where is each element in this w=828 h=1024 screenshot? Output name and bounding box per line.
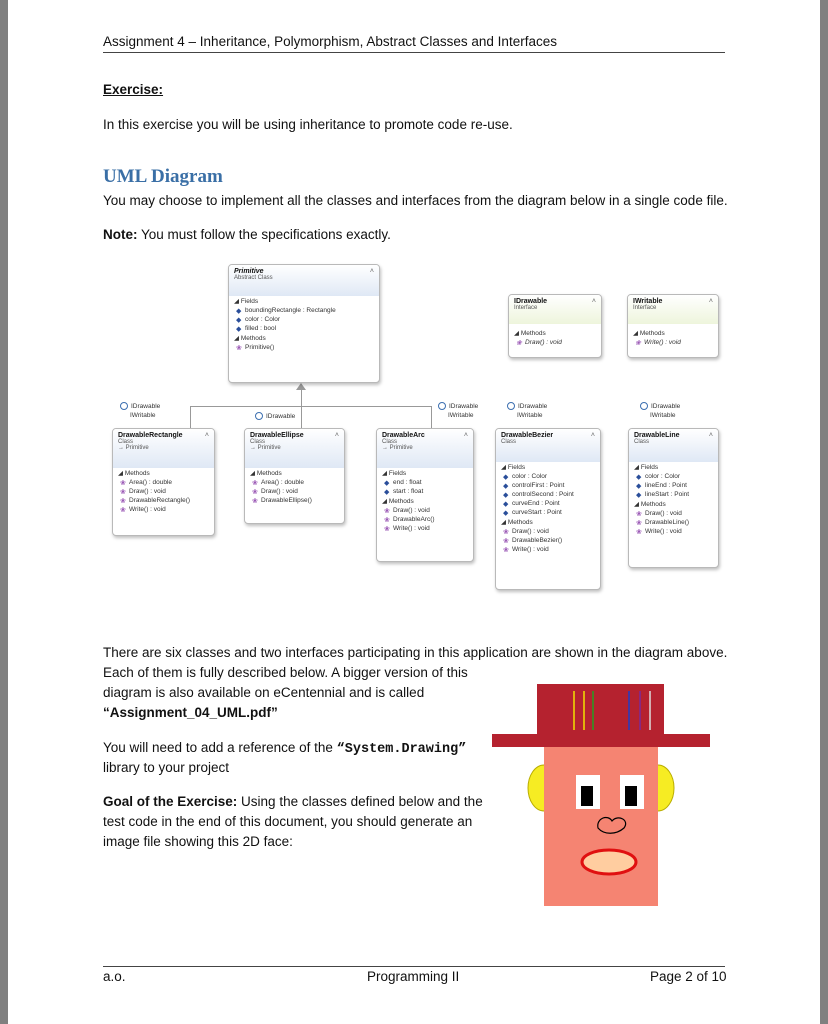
method-icon: ❀ [120,480,126,487]
document-page [8,0,820,1024]
goal-line1 [103,792,483,812]
bezier-method: ❀ Draw() : void [503,528,549,536]
ellipse-methods-label: ◢ Methods [250,470,282,477]
para1-line2: Each of them is fully described below. A bigger version of this [103,665,468,680]
interface-lollipop-icon [255,412,263,420]
rect-interfaces: IDrawable IWritable [120,402,160,420]
para2-line2: library to your project [103,760,230,775]
line-field: ◆ lineStart : Point [636,491,690,499]
inheritance-bar [190,406,432,407]
collapse-icon[interactable]: ˄ [463,432,468,439]
field-icon: ◆ [636,483,642,490]
arc-name: DrawableArc [382,432,425,439]
inheritance-arrow [296,383,306,390]
method-icon: ❀ [252,489,258,496]
rect-name: DrawableRectangle [118,432,183,439]
rect-methods-label: ◢ Methods [118,470,150,477]
field-icon: ◆ [236,326,242,333]
hat-top [537,684,664,735]
method-icon: ❀ [120,498,126,505]
field-icon: ◆ [236,317,242,324]
footer-center: Programming II [367,969,460,984]
iwritable-kind: Interface [633,305,657,311]
field-icon: ◆ [503,474,509,481]
method-icon: ❀ [636,529,642,536]
field-icon: ◆ [384,480,390,487]
method-icon: ❀ [384,508,390,515]
arc-fields-label: ◢ Fields [382,470,407,477]
footer-page-number: Page 2 of 10 [650,969,727,984]
rectangle-class-box [112,428,215,536]
interface-lollipop-icon [640,402,648,410]
bezier-fields-label: ◢ Fields [501,464,526,471]
arc-interfaces: IDrawable IWritable [438,402,478,420]
interface-lollipop-icon [438,402,446,410]
system-drawing-lib: “System.Drawing” [336,742,467,757]
bezier-methods-label: ◢ Methods [501,519,533,526]
line-method: ❀ Draw() : void [636,510,682,518]
method-icon: ❀ [384,526,390,533]
field-icon: ◆ [236,308,242,315]
line-field: ◆ color : Color [636,473,681,481]
ellipse-base: → Primitive [250,445,281,451]
field-icon: ◆ [503,483,509,490]
goal-label: Goal of the Exercise: [103,794,238,809]
bezier-class-box [495,428,601,590]
method-icon: ❀ [503,529,509,536]
method-icon: ❀ [636,520,642,527]
mouth [582,850,636,874]
para2-text: You will need to add a reference of the [103,740,337,755]
arc-base: → Primitive [382,445,413,451]
face-drawing [484,678,720,914]
uml-file-name: “Assignment_04_UML.pdf” [103,705,278,720]
method-icon: ❀ [120,507,126,514]
collapse-icon[interactable]: ˄ [708,432,713,439]
method-icon: ❀ [503,547,509,554]
goal-text: Using the classes defined below and the [237,794,483,809]
idrawable-header [509,295,601,324]
method-icon: ❀ [516,340,522,347]
rect-base: → Primitive [118,445,149,451]
idrawable-kind: Interface [514,305,538,311]
footer-left: a.o. [103,969,126,984]
footer-rule [103,966,725,967]
uml-heading: UML Diagram [103,166,223,187]
bezier-field: ◆ controlSecond : Point [503,491,574,499]
arc-kind: Class [382,439,398,445]
left-pupil [581,786,593,806]
line-kind: Class [634,439,650,445]
iwritable-header [628,295,718,324]
method-icon: ❀ [120,489,126,496]
ellipse-header [245,429,344,468]
exercise-intro: In this exercise you will be using inheritance to promote code re-use. [103,117,513,132]
bezier-header [496,429,600,462]
note-text: You must follow the specifications exactly. [137,227,391,242]
iwritable-method: ❀ Write() : void [635,339,681,347]
para1-line3: diagram is also available on eCentennial and is called [103,685,425,700]
iwritable-interface-box [627,294,719,358]
line-method: ❀ Write() : void [636,528,682,536]
arc-method: ❀ Draw() : void [384,507,430,515]
arc-field: ◆ start : float [384,488,424,496]
ellipse-interfaces: IDrawable [255,412,295,421]
bezier-interfaces: IDrawable IWritable [507,402,547,420]
primitive-field: ◆ filled : bool [236,325,277,333]
collapse-icon[interactable]: ˄ [708,298,713,305]
bezier-field: ◆ color : Color [503,473,548,481]
arc-field: ◆ end : float [384,479,422,487]
rect-connector [190,406,191,430]
rect-method: ❀ Write() : void [120,506,166,514]
field-icon: ◆ [636,474,642,481]
method-icon: ❀ [636,511,642,518]
header-title: Assignment 4 – Inheritance, Polymorphism, Abstract Classes and Interfaces [103,34,557,49]
bezier-field: ◆ curveEnd : Point [503,500,560,508]
bezier-field: ◆ curveStart : Point [503,509,562,517]
line-methods-label: ◢ Methods [634,501,666,508]
ellipse-method: ❀ Area() : double [252,479,304,487]
field-icon: ◆ [384,489,390,496]
line-field: ◆ lineEnd : Point [636,482,687,490]
arc-method: ❀ Write() : void [384,525,430,533]
primitive-field: ◆ color : Color [236,316,281,324]
bezier-method: ❀ Write() : void [503,546,549,554]
goal-line2: test code in the end of this document, you should generate an [103,814,473,829]
primitive-field: ◆ boundingRectangle : Rectangle [236,307,336,315]
idrawable-name: IDrawable [514,298,548,305]
collapse-icon[interactable]: ˄ [204,432,209,439]
para1-line1: There are six classes and two interfaces participating in this application are shown in the diagram above. [103,645,728,660]
method-icon: ❀ [503,538,509,545]
line-class-box [628,428,719,568]
ellipse-method: ❀ Draw() : void [252,488,298,496]
collapse-icon[interactable]: ˄ [590,432,595,439]
bezier-method: ❀ DrawableBezier() [503,537,563,545]
line-fields-label: ◢ Fields [634,464,659,471]
collapse-icon[interactable]: ˄ [369,268,374,275]
ellipse-kind: Class [250,439,266,445]
iwritable-name: IWritable [633,298,663,305]
rect-header [113,429,214,468]
ellipse-method: ❀ DrawableEllipse() [252,497,312,505]
idrawable-methods-label: ◢ Methods [514,330,546,337]
interface-lollipop-icon [120,402,128,410]
method-icon: ❀ [252,480,258,487]
rect-method: ❀ Draw() : void [120,488,166,496]
primitive-method: ❀ Primitive() [236,344,275,352]
iwritable-methods-label: ◢ Methods [633,330,665,337]
method-icon: ❀ [635,340,641,347]
idrawable-interface-box [508,294,602,358]
collapse-icon[interactable]: ˄ [334,432,339,439]
primitive-header [229,265,379,296]
method-icon: ❀ [384,517,390,524]
uml-text: You may choose to implement all the classes and interfaces from the diagram below in a single code file. [103,193,728,208]
idrawable-method: ❀ Draw() : void [516,339,562,347]
inheritance-line [301,390,302,406]
line-method: ❀ DrawableLine() [636,519,690,527]
field-icon: ◆ [636,492,642,499]
primitive-fields-label: ◢ Fields [234,298,259,305]
line-name: DrawableLine [634,432,680,439]
field-icon: ◆ [503,501,509,508]
arc-connector [431,406,432,430]
rect-method: ❀ DrawableRectangle() [120,497,191,505]
para2-line1 [103,738,466,760]
field-icon: ◆ [503,492,509,499]
arc-method: ❀ DrawableArc() [384,516,435,524]
primitive-class-box [228,264,380,383]
hat-brim [492,734,710,747]
arc-header [377,429,473,468]
exercise-heading: Exercise: [103,82,164,97]
ellipse-class-box [244,428,345,524]
right-pupil [625,786,637,806]
arc-methods-label: ◢ Methods [382,498,414,505]
rect-method: ❀ Area() : double [120,479,172,487]
bezier-field: ◆ controlFirst : Point [503,482,565,490]
interface-lollipop-icon [507,402,515,410]
note-label: Note: [103,227,138,242]
bezier-name: DrawableBezier [501,432,554,439]
rect-kind: Class [118,439,134,445]
ellipse-connector [301,406,302,430]
line-interfaces: IDrawable IWritable [640,402,680,420]
arc-class-box [376,428,474,562]
ellipse-name: DrawableEllipse [250,432,304,439]
method-icon: ❀ [252,498,258,505]
method-icon: ❀ [236,345,242,352]
primitive-methods-label: ◢ Methods [234,335,266,342]
collapse-icon[interactable]: ˄ [591,298,596,305]
primitive-kind: Abstract Class [234,275,273,281]
primitive-name: Primitive [234,268,264,275]
field-icon: ◆ [503,510,509,517]
bezier-kind: Class [501,439,517,445]
face-front [544,740,658,906]
uml-diagram [8,0,820,600]
goal-line3: image file showing this 2D face: [103,834,293,849]
line-header [629,429,718,462]
